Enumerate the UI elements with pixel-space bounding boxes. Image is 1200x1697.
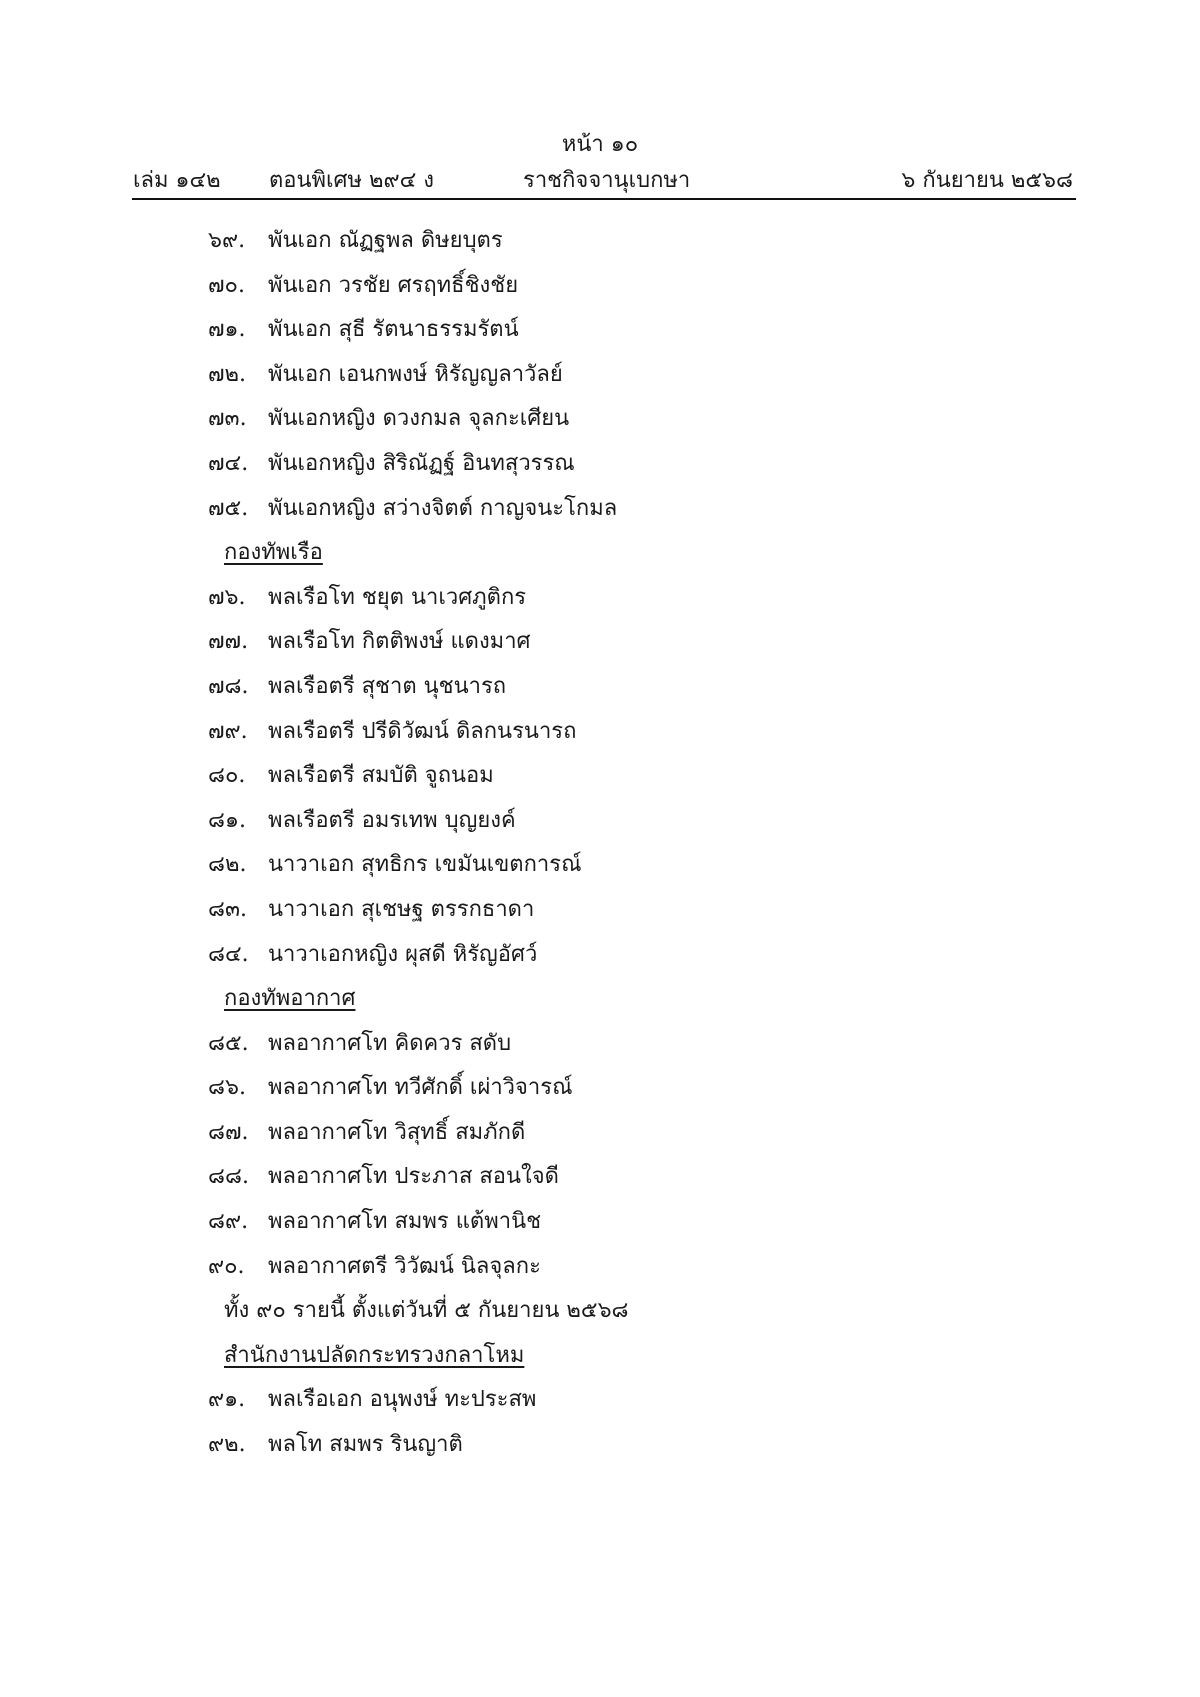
item-number: ๖๙. bbox=[208, 228, 246, 253]
person-name: พันเอก วรชัย ศรฤทธิ์ชิงชัย bbox=[268, 272, 519, 298]
item-number: ๘๐. bbox=[208, 763, 246, 789]
list-item bbox=[0, 761, 1200, 806]
item-number: ๗๔. bbox=[208, 450, 249, 476]
effective-date-note: ทั้ง ๙๐ รายนี้ ตั้งแต่วันที่ ๕ กันยายน ๒๕๖๘ bbox=[224, 1298, 629, 1324]
list-item bbox=[0, 1430, 1200, 1475]
item-number: ๘๗. bbox=[208, 1119, 249, 1145]
person-name: นาวาเอกหญิง ผุสดี หิรัญอัศว์ bbox=[268, 941, 538, 967]
item-number: ๙๑. bbox=[208, 1387, 246, 1413]
list-item bbox=[0, 895, 1200, 940]
list-item bbox=[0, 494, 1200, 539]
person-name: พันเอก เอนกพงษ์ หิรัญญลาวัลย์ bbox=[268, 361, 563, 387]
appointment-list bbox=[0, 226, 1200, 1475]
person-name: พลอากาศตรี วิวัฒน์ นิลจุลกะ bbox=[268, 1253, 541, 1279]
section-heading-row bbox=[0, 984, 1200, 1029]
gazette-header bbox=[133, 162, 1073, 196]
item-number: ๗๙. bbox=[208, 718, 248, 744]
issue-number: ตอนพิเศษ ๒๙๔ ง bbox=[269, 168, 435, 193]
person-name: พลโท สมพร รินญาติ bbox=[268, 1432, 463, 1458]
person-name: พันเอกหญิง ดวงกมล จุลกะเศียน bbox=[268, 406, 570, 432]
item-number: ๗๓. bbox=[208, 406, 247, 432]
section-heading-row bbox=[0, 538, 1200, 583]
header-rule bbox=[132, 198, 1076, 200]
volume-number: เล่ม ๑๔๒ bbox=[133, 168, 221, 193]
list-item bbox=[0, 404, 1200, 449]
list-item bbox=[0, 226, 1200, 271]
person-name: พลเรือโท ชยุต นาเวศภูติกร bbox=[268, 584, 527, 610]
list-item bbox=[0, 360, 1200, 405]
section-heading-row bbox=[0, 1341, 1200, 1386]
item-number: ๗๐. bbox=[208, 272, 245, 298]
item-number: ๘๘. bbox=[208, 1164, 249, 1190]
list-item bbox=[0, 1073, 1200, 1118]
person-name: พลอากาศโท ทวีศักดิ์ เผ่าวิจารณ์ bbox=[268, 1075, 573, 1101]
list-item bbox=[0, 672, 1200, 717]
item-number: ๘๖. bbox=[208, 1075, 246, 1101]
publication-date: ๖ กันยายน ๒๕๖๘ bbox=[901, 168, 1073, 193]
person-name: นาวาเอก สุเชษฐ ตรรกธาดา bbox=[268, 896, 535, 922]
item-number: ๗๗. bbox=[208, 629, 249, 655]
item-number: ๘๔. bbox=[208, 941, 249, 967]
list-item bbox=[0, 1385, 1200, 1430]
page-number: หน้า ๑๐ bbox=[561, 132, 639, 157]
list-item bbox=[0, 1252, 1200, 1297]
person-name: พลอากาศโท คิดควร สดับ bbox=[268, 1030, 512, 1056]
person-name: พลเรือตรี สุชาต นุชนารถ bbox=[268, 673, 507, 699]
item-number: ๘๓. bbox=[208, 896, 248, 922]
item-number: ๘๕. bbox=[208, 1030, 249, 1056]
item-number: ๙๐. bbox=[208, 1253, 245, 1279]
publication-title: ราชกิจจานุเบกษา bbox=[523, 168, 691, 193]
person-name: พลเรือตรี สมบัติ จูถนอม bbox=[268, 763, 494, 789]
person-name: พันเอกหญิง สว่างจิตต์ กาญจนะโกมล bbox=[268, 495, 618, 521]
list-item bbox=[0, 449, 1200, 494]
section-heading: กองทัพเรือ bbox=[224, 540, 323, 566]
list-item bbox=[0, 1118, 1200, 1163]
list-item bbox=[0, 1207, 1200, 1252]
person-name: พลเรือโท กิตติพงษ์ แดงมาศ bbox=[268, 629, 531, 655]
list-item bbox=[0, 315, 1200, 360]
list-item bbox=[0, 1162, 1200, 1207]
list-item bbox=[0, 717, 1200, 762]
item-number: ๗๕. bbox=[208, 495, 249, 521]
item-number: ๗๒. bbox=[208, 361, 247, 387]
person-name: พลอากาศโท สมพร แต้พานิช bbox=[268, 1209, 542, 1235]
item-number: ๗๖. bbox=[208, 584, 246, 610]
list-item bbox=[0, 940, 1200, 985]
item-number: ๗๑. bbox=[208, 317, 246, 343]
person-name: พลเรือเอก อนุพงษ์ ทะประสพ bbox=[268, 1387, 537, 1413]
item-number: ๗๘. bbox=[208, 673, 249, 699]
section-heading: สำนักงานปลัดกระทรวงกลาโหม bbox=[224, 1342, 525, 1368]
person-name: พลอากาศโท วิสุทธิ์ สมภักดี bbox=[268, 1119, 526, 1145]
item-number: ๘๑. bbox=[208, 807, 246, 833]
effective-date-note-row bbox=[0, 1296, 1200, 1341]
item-number: ๙๒. bbox=[208, 1432, 246, 1458]
list-item bbox=[0, 271, 1200, 316]
person-name: พันเอกหญิง สิริณัฏฐ์ อินทสุวรรณ bbox=[268, 450, 575, 476]
person-name: พันเอก สุธี รัตนาธรรมรัตน์ bbox=[268, 317, 519, 343]
list-item bbox=[0, 850, 1200, 895]
person-name: นาวาเอก สุทธิกร เขมันเขตการณ์ bbox=[268, 852, 582, 878]
person-name: พลเรือตรี ปรีดิวัฒน์ ดิลกนรนารถ bbox=[268, 718, 577, 744]
list-item bbox=[0, 1029, 1200, 1074]
item-number: ๘๒. bbox=[208, 852, 247, 878]
person-name: พันเอก ณัฏฐพล ดิษยบุตร bbox=[268, 228, 503, 253]
section-heading: กองทัพอากาศ bbox=[224, 986, 356, 1012]
person-name: พลอากาศโท ประภาส สอนใจดี bbox=[268, 1164, 559, 1190]
item-number: ๘๙. bbox=[208, 1209, 249, 1235]
list-item bbox=[0, 583, 1200, 628]
list-item bbox=[0, 627, 1200, 672]
list-item bbox=[0, 806, 1200, 851]
person-name: พลเรือตรี อมรเทพ บุญยงค์ bbox=[268, 807, 516, 833]
